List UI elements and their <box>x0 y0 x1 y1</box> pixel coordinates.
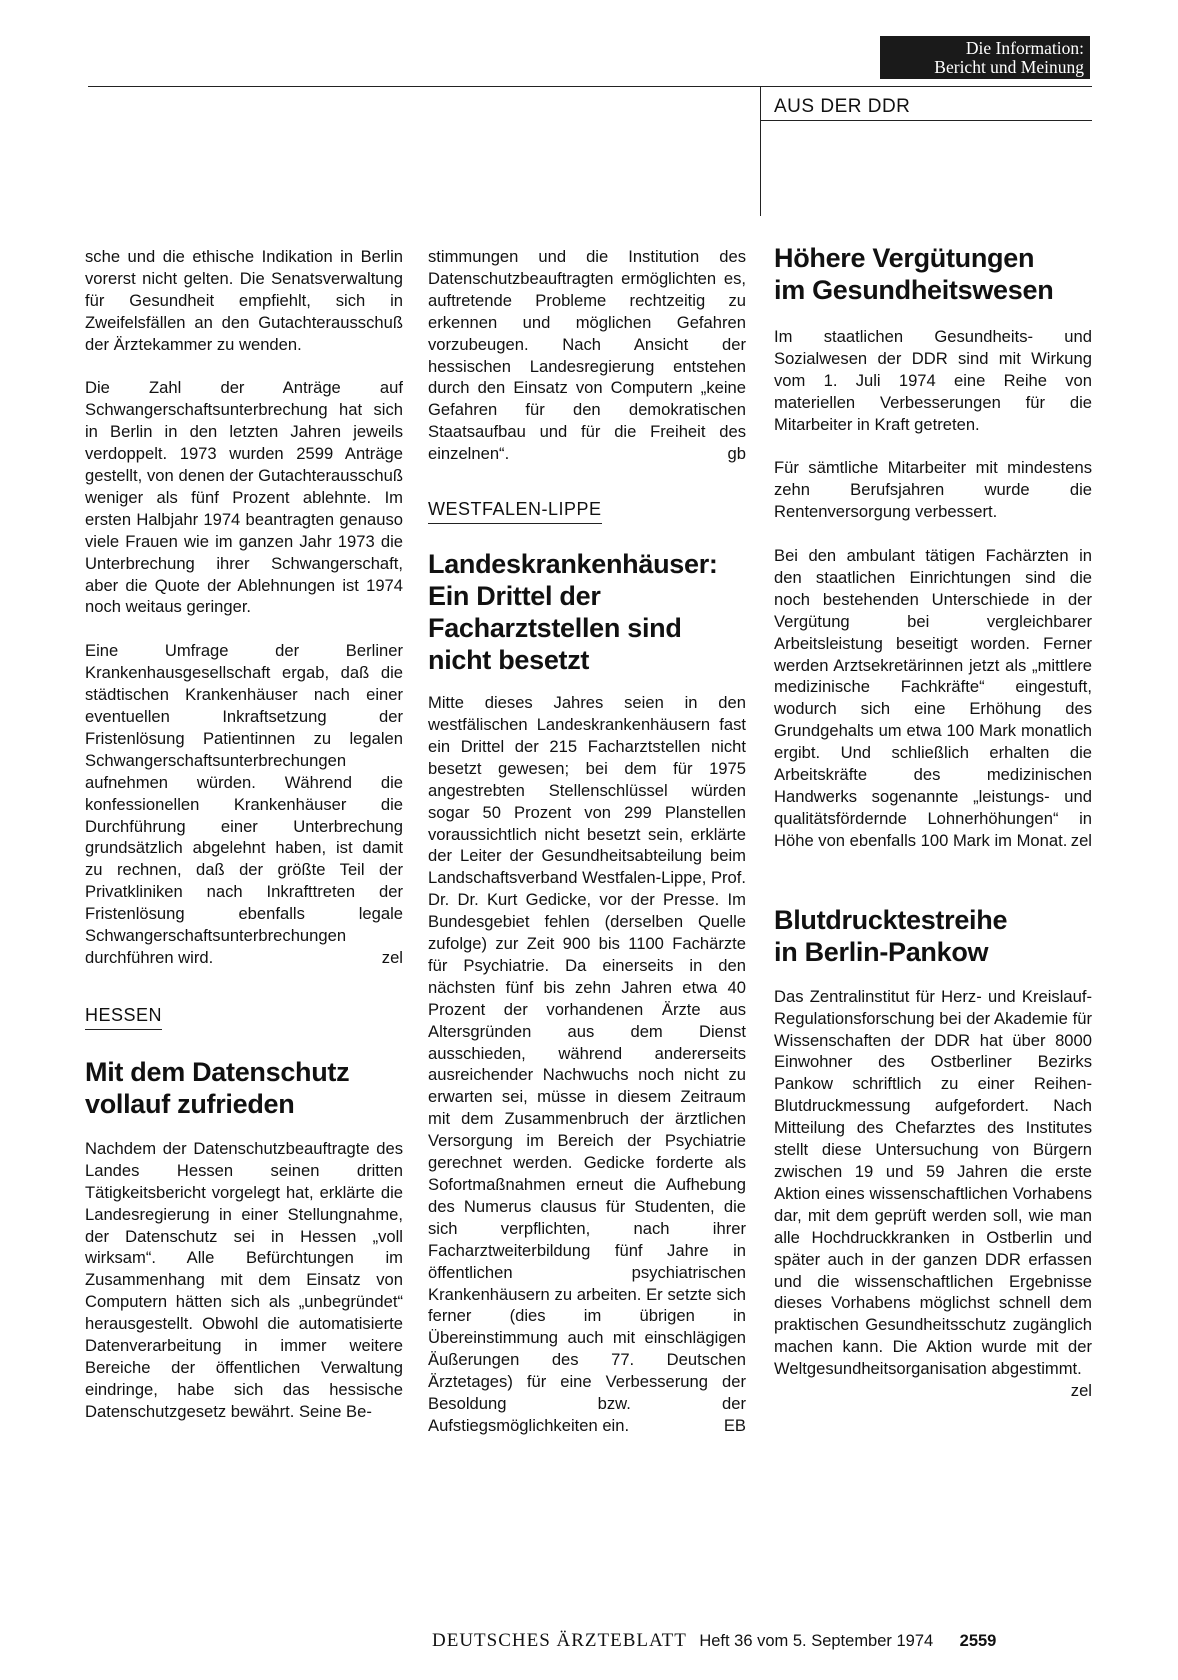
headline-landeskrankenhaeuser <box>428 548 746 676</box>
headline-line: Landeskrankenhäuser: <box>428 549 718 580</box>
headline-line: Blutdrucktestreihe <box>774 904 1008 935</box>
paragraph: Im staatlichen Gesundheits- und Sozialwesen der DDR sind mit Wirkung vom 1. Juli 1974 eine Reihe von materiellen Verbesserungen für die Mitarbeiter in Kraft getreten. <box>774 327 1092 434</box>
paragraph: Für sämtliche Mitarbeiter mit mindestens zehn Berufsjahren wurde die Rentenversorgung verbessert. <box>774 458 1092 522</box>
headline-blutdruck <box>774 904 1092 968</box>
column-2 <box>428 246 746 1437</box>
section-heading-wrap <box>428 499 746 524</box>
section-rule <box>760 120 1092 121</box>
author-sign: zel <box>381 947 403 967</box>
journal-name: DEUTSCHES ÄRZTEBLATT <box>432 1630 687 1651</box>
section-label-hessen: HESSEN <box>85 1005 162 1030</box>
headline-line: Höhere Vergütungen <box>774 243 1035 273</box>
author-sign: zel <box>1070 830 1092 850</box>
column-3 <box>774 243 1092 1402</box>
author-sign: EB <box>723 1415 746 1435</box>
paragraph: sche und die ethische Indikation in Berlin vorerst nicht gelten. Die Senatsverwaltung für Gesundheit empfiehlt, sich in Zweifelsfällen an den Gutachterausschuß der Ärztekammer zu wenden. <box>85 247 403 354</box>
headline-line: Facharztstellen sind <box>428 613 682 644</box>
paragraph-text: Das Zentralinstitut für Herz- und Kreislauf-Regulationsforschung bei der Akademie für Wissenschaften der DDR hat über 8000 Einwohner des Ostberliner Bezirks Pankow schriftlich zu einer Reihen-Blutdruckmessung aufgefordert. Nach Mitteilung des Chefarztes des Institutes stellt diese Untersuchung von Bürgern zwischen 19 und 59 Jahren die erste Aktion eines wissenschaftlichen Vorhabens dar, mit dem geprüft werden soll, wie man alle Hochdruckkranken in Ostberlin und später auch in der ganzen DDR erfassen und die wissenschaftlichen Ergebnisse dieses Vorhabens möglichst schnell dem praktischen Gesundheitsschutz zugänglich machen kann. Die Aktion wurde mit der Weltgesundheitsorganisation abgestimmt. <box>774 986 1092 1379</box>
headline-line: vollauf zufrieden <box>85 1088 295 1119</box>
headline-line: Ein Drittel der <box>428 581 601 612</box>
paragraph: Die Zahl der Anträge auf Schwangerschaftsunterbrechung hat sich in Berlin in den letzten Jahren jeweils verdoppelt. 1973 wurden 2599 Anträge gestellt, von denen der Gutachterausschuß weniger als fünf Prozent ablehnte. Im ersten Halbjahr 1974 beantragten genauso viele Frauen wie im ganzen Jahr 1973 die Unterbrechung ihrer Schwangerschaft, aber die Quote der Ablehnungen ist 1974 noch weitaus geringer. <box>85 378 403 617</box>
paragraph <box>428 246 746 465</box>
column-1 <box>85 246 403 1423</box>
headline-line: nicht besetzt <box>428 645 590 676</box>
paragraph-text: Mitte dieses Jahres seien in den westfälischen Landeskrankenhäusern fast ein Drittel der 215 Facharztstellen nicht besetzt gewesen; bei dem für 1975 angestrebten Stellenschlüssel würden sogar 50 Prozent von 299 Planstellen voraussichtlich nicht besetzt sein, erklärte der Leiter der Gesundheitsabteilung beim Landschaftsverband Westfalen-Lippe, Prof. Dr. Dr. Kurt Gedicke, vor der Presse. Im Bundesgebiet fehlen (derselben Quelle zufolge) zur Zeit 900 bis 1100 Fachärzte für Psychiatrie. Da einerseits in den nächsten fünf bis zehn Jahren etwa 40 Prozent der vorhandenen Ärzte aus Altersgründen aus dem Dienst ausschieden, während andererseits ausreichender Nachwuchs noch nicht zu erwarten sei, müsse in diesem Zeitraum mit dem Zusammenbruch der ärztlichen Versorgung im Bereich der Psychiatrie gerechnet werden. Gedicke forderte als Sofortmaßnahmen erneut die Aufhebung des Numerus clausus für Studenten, die sich verpflichten, nach ihrer Facharztweiterbildung fünf Jahre in öffentlichen psychiatrischen Krankenhäusern zu arbeiten. Er setzte sich ferner (dies im übrigen in Übereinstimmung auch mit einschlägigen Äußerungen des 77. Deutschen Ärztetages) für eine Verbesserung der Besoldung bzw. der Aufstiegsmöglichkeiten ein. <box>428 693 746 1435</box>
author-sign: zel <box>1070 1381 1092 1401</box>
paragraph <box>85 640 403 969</box>
page-footer <box>432 1630 996 1652</box>
badge-line-2: Bericht und Meinung <box>934 57 1084 77</box>
section-label-ddr: AUS DER DDR <box>774 96 911 117</box>
badge-line-1: Die Information: <box>965 38 1084 58</box>
paragraph <box>774 545 1092 852</box>
headline-line: in Berlin-Pankow <box>774 936 989 967</box>
paragraph <box>774 986 1092 1401</box>
paragraph-text: Eine Umfrage der Berliner Krankenhausgesellschaft ergab, daß die städtischen Krankenhäuser nach einer eventuellen Inkraftsetzung der Fristenlösung Patientinnen zu legalen Schwangerschaftsunterbrechungen aufnehmen würden. Während die konfessionellen Krankenhäuser die Durchführung einer Unterbrechung grundsätzlich abgelehnt haben, ist damit zu rechnen, daß der größte Teil der Privatkliniken nach Inkrafttreten der Fristenlösung ebenfalls legale Schwangerschaftsunterbrechungen durchführen wird. <box>85 641 403 967</box>
paragraph <box>428 692 746 1437</box>
section-heading-wrap <box>85 1005 403 1030</box>
issue-info: Heft 36 vom 5. September 1974 <box>699 1632 934 1650</box>
headline-line: im Gesundheitswesen <box>774 275 1054 305</box>
paragraph-text: Bei den ambulant tätigen Fachärzten in den staatlichen Einrichtungen sind die noch bestehenden Unterschiede in der Vergütung bei vergleichbarer Arbeitsleistung beseitigt worden. Ferner werden Arztsekretärinnen jetzt als „mittlere medizinische Fachkräfte“ eingestuft, wodurch sich eine Erhöhung des Grundgehalts um etwa 100 Mark monatlich ergibt. Und schließlich erhalten die Arbeitskräfte des medizinischen Handwerks sogenannte „leistungs- und qualitätsfördernde Lohnerhöhungen“ in Höhe von ebenfalls 100 Mark im Monat. <box>774 546 1092 850</box>
top-rule <box>88 86 1092 87</box>
headline-verguetungen <box>774 242 1092 306</box>
paragraph-text: stimmungen und die Institution des Datenschutzbeauftragten ermöglichten es, auftretende Probleme rechtzeitig zu erkennen und möglichen Gefahren vorzubeugen. Nach Ansicht der hessischen Landesregierung entstehen durch den Einsatz von Computern „keine Gefahren für den demokratischen Staatsaufbau und für die Freiheit des einzelnen“. <box>428 247 746 464</box>
paragraph: Nachdem der Datenschutzbeauftragte des Landes Hessen seinen dritten Tätigkeitsbericht vorgelegt hat, erklärte die Landesregierung in einer Stellungnahme, der Datenschutz sei in Hessen „voll wirksam“. Alle Befürchtungen im Zusammenhang mit dem Einsatz von Computern hätten sich als „unbegründet“ herausgestellt. Obwohl die automatisierte Datenverarbeitung in immer weitere Bereiche der öffentlichen Verwaltung eindringe, habe sich das hessische Datenschutzgesetz bewährt. Seine Be- <box>85 1138 403 1421</box>
page-number: 2559 <box>959 1632 997 1650</box>
section-label-westfalen-lippe: WESTFALEN-LIPPE <box>428 499 602 524</box>
section-badge <box>880 36 1090 79</box>
headline-datenschutz <box>85 1056 403 1120</box>
column-divider <box>760 86 761 216</box>
author-sign: gb <box>727 444 746 464</box>
headline-line: Mit dem Datenschutz <box>85 1056 350 1087</box>
